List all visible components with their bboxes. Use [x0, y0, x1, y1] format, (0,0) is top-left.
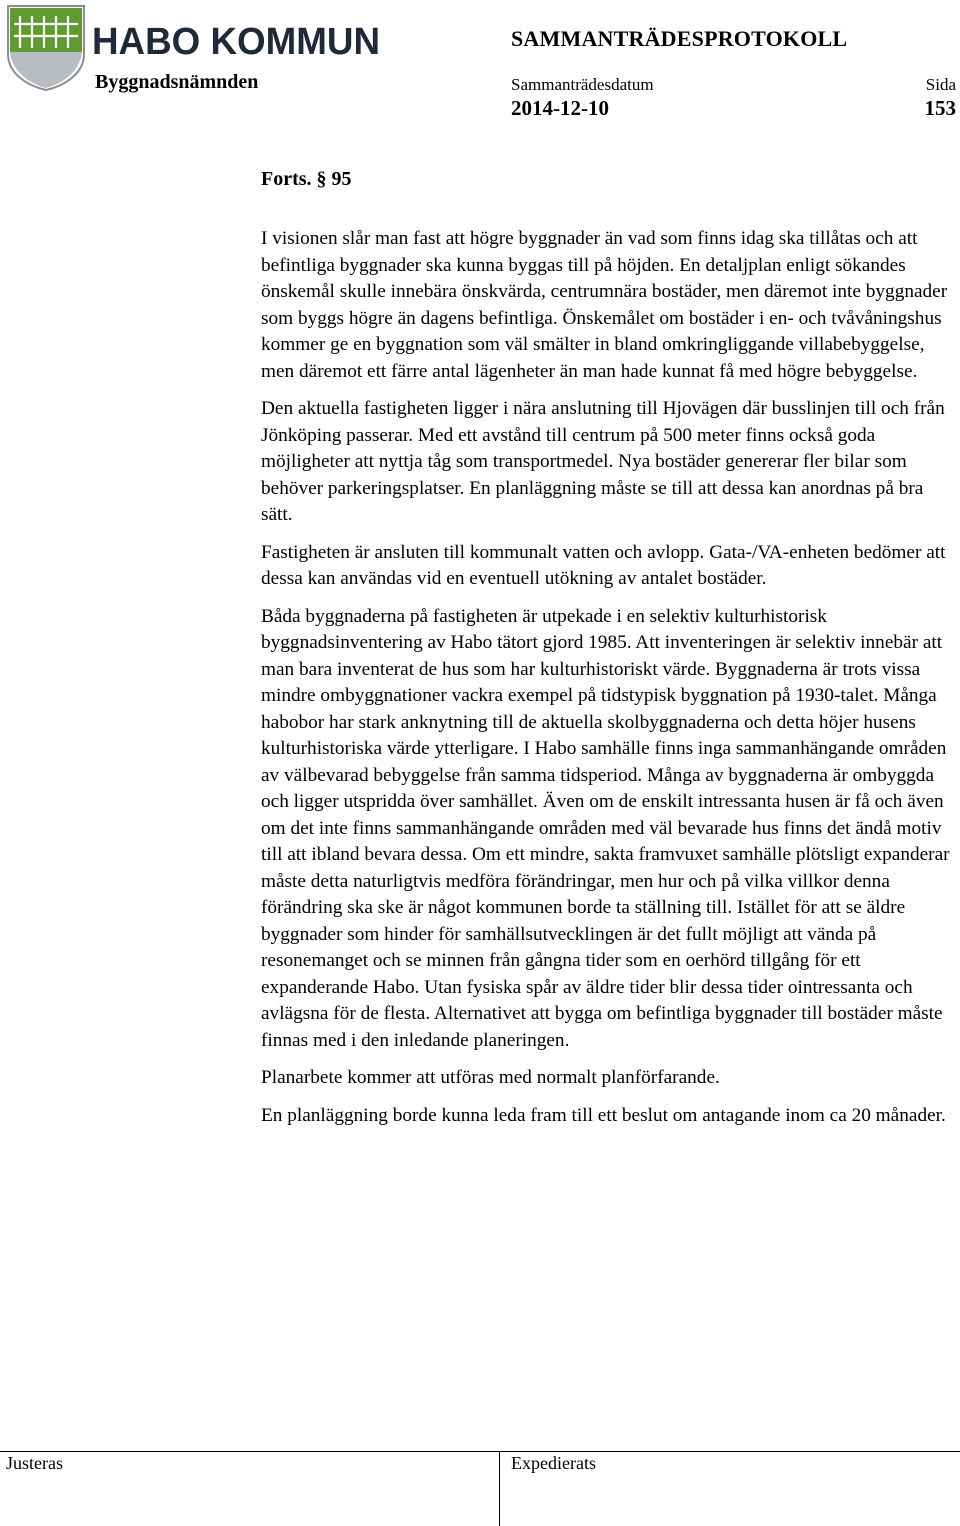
footer-rule	[0, 1451, 960, 1452]
document-body	[261, 166, 957, 1140]
paragraph-timeline: En planläggning borde kunna leda fram till ett beslut om antagande inom ca 20 månader.	[261, 1104, 946, 1126]
habo-kommun-crest-icon	[6, 4, 86, 92]
footer-justeras-label: Justeras	[6, 1453, 63, 1473]
section-heading: Forts. § 95	[261, 168, 352, 190]
meeting-date: 2014-12-10	[511, 96, 609, 120]
paragraph-utilities: Fastigheten är ansluten till kommunalt vatten och avlopp. Gata-/VA-enheten bedömer att dessa kan användas vid en eventuell utökning av antalet bostäder.	[261, 541, 946, 589]
page-number: 153	[924, 96, 956, 120]
paragraph-vision: I visionen slår man fast att högre byggnader än vad som finns idag ska tillåtas och att befintliga byggnader ska kunna byggas till på höjden. En detaljplan enligt sökandes önskemål skulle innebära önskvärda, centrumnära bostäder, men däremot inte byggnader som byggs högre än dagens befintliga. Önskemålet om bostäder i en- och tvåvåningshus kommer ge en byggnation som väl smälter in bland omkringliggande villabebyggelse, men däremot ett färre antal lägenheter än man hade kunnat få med högre bebyggelse.	[261, 228, 948, 382]
footer-column-divider	[499, 1451, 500, 1526]
paragraph-cultural-history: Båda byggnaderna på fastigheten är utpekade i en selektiv kulturhistorisk byggnadsinventering av Habo tätort gjord 1985. Att inventeringen är selektiv innebär att man bara inventerat de hus som har kulturhistoriskt värde. Byggnaderna är trots vissa mindre ombyggnationer vackra exempel på tidstypisk byggnation på 1930-talet. Många habobor har stark anknytning till de aktuella skolbyggnaderna och detta höjer husens kulturhistoriska värde ytterligare. I Habo samhälle finns inga sammanhängande områden av välbevarad bebyggelse från samma tidsperiod. Många av byggnaderna är ombyggda och ligger utspridda över samhället. Även om de enskilt intressanta husen är få och även om det inte finns sammanhängande områden med väl bevarade hus finns det ändå motiv till att ibland bevara dessa. Om ett mindre, sakta framvuxet samhälle plötsligt expanderar måste detta naturligtvis medföra förändringar, men hur och på vilka villkor denna förändring ska ske är något kommunen borde ta ställning till. Istället för att se äldre byggnader som hinder för samhällsutvecklingen är det fullt möjligt att vända på resonemanget och se minnen från gångna tider som en oerhörd tillgång för ett expanderande Habo. Utan fysiska spår av äldre tider blir dessa tider ointressanta och avlägsna för de flesta. Alternativet att bygga om befintliga byggnader till bostäder måste finnas med i den inledande planeringen.	[261, 605, 950, 1051]
page-label: Sida	[925, 75, 956, 94]
svg-text:HABO KOMMUN: HABO KOMMUN	[92, 21, 380, 60]
habo-kommun-wordmark	[92, 20, 382, 60]
meeting-date-label: Sammanträdesdatum	[511, 75, 654, 94]
department-name: Byggnadsnämnden	[95, 71, 259, 93]
paragraph-plan-procedure: Planarbete kommer att utföras med normalt planförfarande.	[261, 1067, 720, 1088]
document-type-title: SAMMANTRÄDESPROTOKOLL	[511, 26, 848, 51]
footer-expedierats-label: Expedierats	[511, 1453, 596, 1473]
paragraph-location: Den aktuella fastigheten ligger i nära anslutning till Hjovägen där busslinjen till och från Jönköping passerar. Med ett avstånd till centrum på 500 meter finns också goda möjligheter att nyttja tåg som transportmedel. Nya bostäder genererar fler bilar som behöver parkeringsplatser. En planläggning måste se till att dessa kan anordnas på bra sätt.	[261, 398, 945, 525]
